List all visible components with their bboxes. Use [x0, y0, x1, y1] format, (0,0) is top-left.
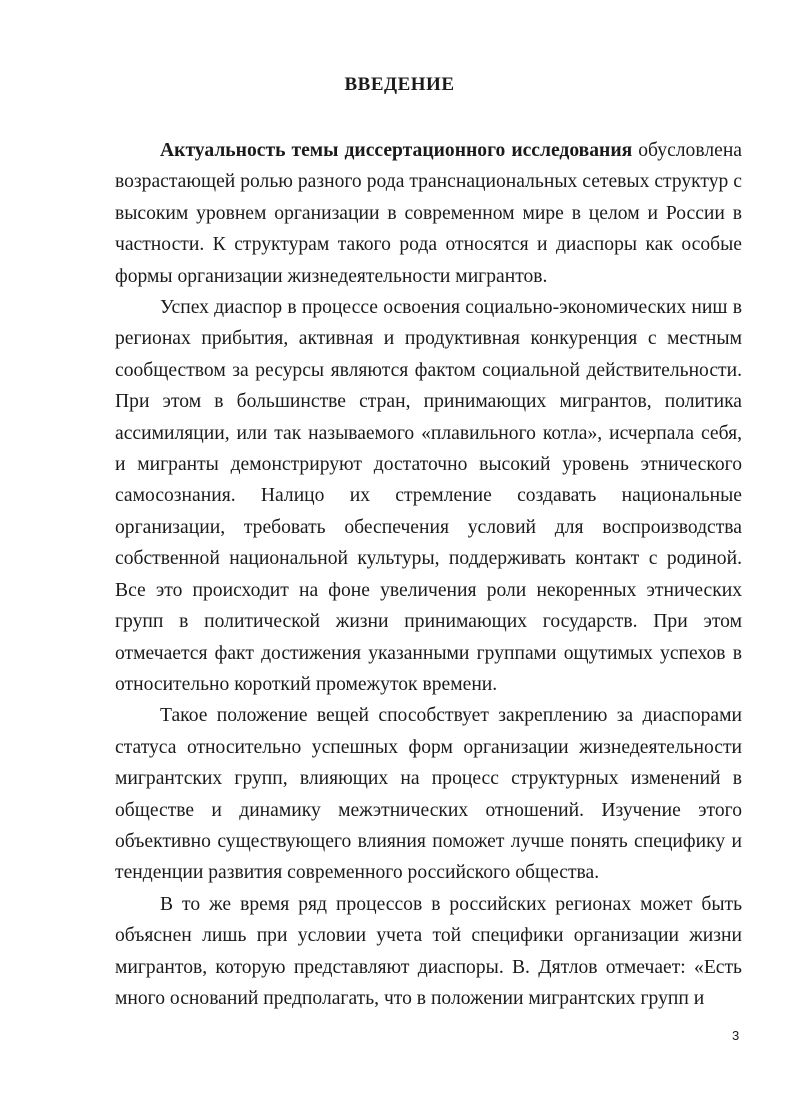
paragraph-2: [115, 292, 742, 700]
paragraph-3: [115, 700, 742, 888]
document-body: [115, 135, 742, 1014]
paragraph-text: Такое положение вещей способствует закреплению за диаспорами статуса относительно успешных форм организации жизнедеятельности мигрантских групп, влияющих на процесс структурных изменений в обществе и динамику межэтнических отношений. Изучение этого объективно существующего влияния поможет лучше понять специфику и тенденции развития современного российского общества.: [115, 705, 742, 884]
paragraph-lead: Актуальность темы диссертационного исследования: [160, 140, 633, 161]
paragraph-text: обусловлена возрастающей ролью разного рода транснациональных сетевых структур с высоким уровнем организации в современном мире в целом и России в частности. К структурам такого рода относятся и диаспоры как особые формы организации жизнедеятельности мигрантов.: [115, 140, 742, 287]
paragraph-text: Успех диаспор в процессе освоения социально-экономических ниш в регионах прибытия, активная и продуктивная конкуренция с местным сообществом за ресурсы являются фактом социальной действительности. При этом в большинстве стран, принимающих мигрантов, политика ассимиляции, или так называемого «плавильного котла», исчерпала себя, и мигранты демонстрируют достаточно высокий уровень этнического самосознания. Налицо их стремление создавать национальные организации, требовать обеспечения условий для воспроизводства собственной национальной культуры, поддерживать контакт с родиной. Все это происходит на фоне увеличения роли некоренных этнических групп в политической жизни принимающих государств. При этом отмечается факт достижения указанными группами ощутимых успехов в относительно короткий промежуток времени.: [115, 297, 742, 695]
page-title: ВВЕДЕНИЕ: [344, 74, 455, 95]
paragraph-text: В то же время ряд процессов в российских регионах может быть объяснен лишь при условии учета той специфики организации жизни мигрантов, которую представляют диаспоры. В. Дятлов отмечает: «Есть много оснований предполагать, что в положении мигрантских групп и: [115, 893, 742, 1009]
page-number: 3: [732, 1028, 740, 1043]
paragraph-4: [115, 889, 742, 1015]
paragraph-1: [115, 135, 742, 292]
